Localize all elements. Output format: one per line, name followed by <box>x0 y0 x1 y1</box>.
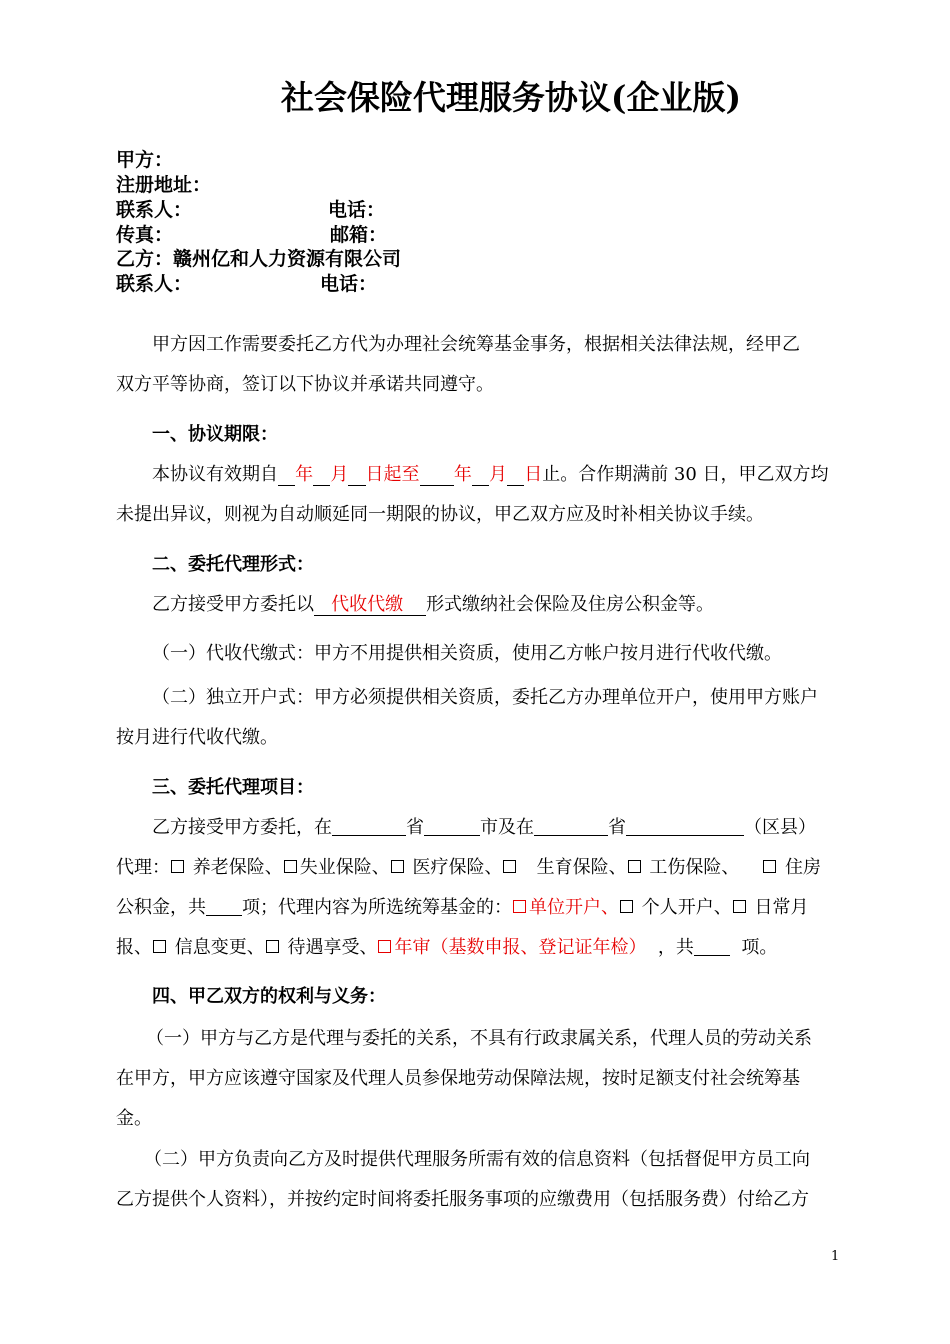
mode-item-1: （一）代收代缴式：甲方不用提供相关资质，使用乙方帐户按月进行代收代缴。 <box>152 643 782 664</box>
personal-account-checkbox[interactable] <box>620 900 633 913</box>
term-dates: 年 月 日起至 年 月 日 <box>278 464 542 486</box>
content-options-line-2: 报、 信息变更、 待遇享受、 年审（基数申报、登记证年检） ，共 项。 <box>116 937 778 958</box>
contact-a-label: 联系人： <box>116 199 193 221</box>
mode-line: 乙方接受甲方委托以 代收代缴 形式缴纳社会保险及住房公积金等。 <box>152 594 715 615</box>
maternity-checkbox[interactable] <box>503 860 516 873</box>
mode-item-2: （二）独立开户式：甲方必须提供相关资质，委托乙方办理单位开户，使用甲方账户 按月进行代收代缴。 <box>116 687 818 748</box>
address-label: 注册地址： <box>116 174 212 196</box>
intro-paragraph <box>116 325 838 405</box>
unit-account-checkbox[interactable] <box>513 900 526 913</box>
party-a-label: 甲方： <box>116 149 174 171</box>
section-1-paragraph <box>116 455 838 535</box>
term-line-2: 未提出异议，则视为自动顺延同一期限的协议，甲乙双方应及时补相关协议手续。 <box>116 504 764 525</box>
pension-checkbox[interactable] <box>171 860 184 873</box>
section-1-heading: 一、协议期限： <box>152 424 278 445</box>
rights-item-1: （一）甲方与乙方是代理与委托的关系，不具有行政隶属关系，代理人员的劳动关系 在甲方，甲方应该遵守国家及代理人员参保地劳动保障法规，按时足额支付社会统筹基 金。 <box>116 1028 812 1129</box>
insurance-options-line: 代理： 养老保险、 失业保险、 医疗保险、 生育保险、 工伤保险、 住房 <box>116 857 821 878</box>
term-line <box>116 455 838 495</box>
section-3-heading: 三、委托代理项目： <box>152 777 314 798</box>
intro-line-2: 双方平等协商，签订以下协议并承诺共同遵守。 <box>116 374 494 395</box>
section-4-heading: 四、甲乙双方的权利与义务： <box>152 986 386 1007</box>
medical-checkbox[interactable] <box>391 860 404 873</box>
phone-b-label: 电话： <box>320 273 378 295</box>
party-b-label: 乙方：赣州亿和人力资源有限公司 <box>116 248 402 270</box>
monthly-report-checkbox[interactable] <box>733 900 746 913</box>
injury-checkbox[interactable] <box>628 860 641 873</box>
phone-a-label: 电话： <box>328 199 386 221</box>
fax-label: 传真： <box>116 224 174 246</box>
term-text-end: 止。合作期满前 30 日，甲乙双方均 <box>542 464 829 485</box>
document-title: 社会保险代理服务协议(企业版) <box>280 78 742 117</box>
rights-item-2: （二）甲方负责向乙方及时提供代理服务所需有效的信息资料（包括督促甲方员工向 乙方提供个人资料），并按约定时间将委托服务事项的应缴费用（包括服务费）付给乙方 <box>116 1149 810 1210</box>
term-text-start: 本协议有效期自 <box>152 464 278 485</box>
email-label: 邮箱： <box>330 224 388 246</box>
housing-fund-checkbox[interactable] <box>763 860 776 873</box>
intro-line-1: 甲方因工作需要委托乙方代为办理社会统筹基金事务，根据相关法律法规，经甲乙 <box>152 334 800 355</box>
section-2-paragraph <box>116 585 838 625</box>
location-line: 乙方接受甲方委托，在 省 市及在 省 （区县） <box>152 817 816 838</box>
content-options-line: 公积金，共 项；代理内容为所选统筹基金的： 单位开户、 个人开户、 日常月 <box>116 897 809 918</box>
benefit-checkbox[interactable] <box>266 940 279 953</box>
section-3-paragraph <box>116 808 838 968</box>
annual-review-checkbox[interactable] <box>378 940 391 953</box>
page-number: 1 <box>831 1249 840 1264</box>
unemployment-checkbox[interactable] <box>284 860 297 873</box>
mode-value: 代收代缴 <box>331 594 404 615</box>
section-2-heading: 二、委托代理形式： <box>152 554 314 575</box>
contact-b-label: 联系人： <box>116 273 193 295</box>
info-change-checkbox[interactable] <box>153 940 166 953</box>
